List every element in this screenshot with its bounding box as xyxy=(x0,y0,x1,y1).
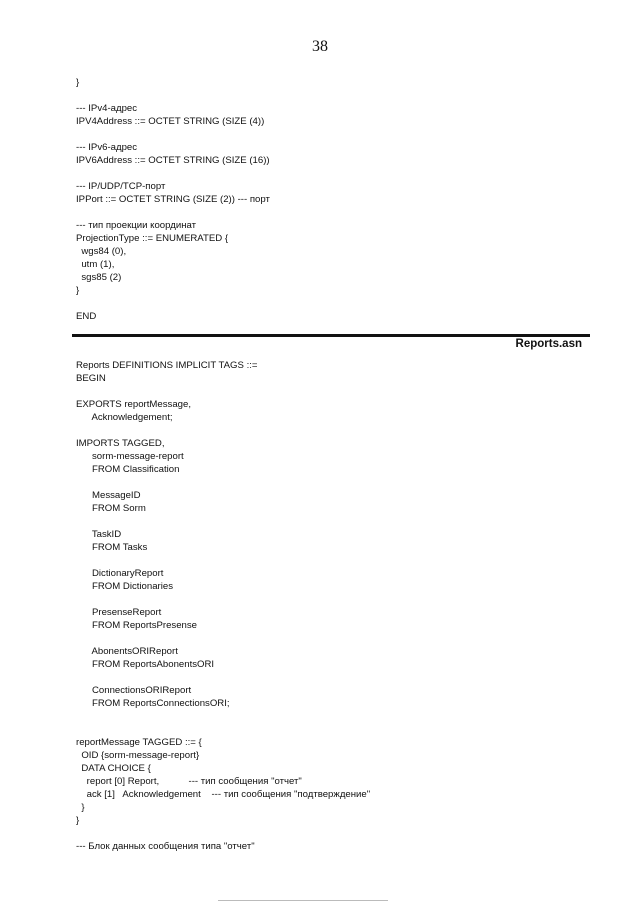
code-line: IMPORTS TAGGED, xyxy=(76,438,165,449)
code-line: wgs84 (0), xyxy=(76,246,127,257)
code-line: reportMessage TAGGED ::= { xyxy=(76,737,202,748)
scan-bottom-edge xyxy=(218,900,388,901)
code-line: Acknowledgement; xyxy=(76,412,173,423)
code-line: ack [1] Acknowledgement --- тип сообщения "подтверждение" xyxy=(76,789,371,800)
code-line: FROM ReportsAbonentsORI xyxy=(76,659,215,670)
code-line: DATA CHOICE { xyxy=(76,763,151,774)
code-line: EXPORTS reportMessage, xyxy=(76,399,191,410)
code-line: END xyxy=(76,311,97,322)
code-line: IPV4Address ::= OCTET STRING (SIZE (4)) xyxy=(76,116,265,127)
code-line: FROM Sorm xyxy=(76,503,146,514)
code-line: --- IPv6-адрес xyxy=(76,142,138,153)
code-line: BEGIN xyxy=(76,373,106,384)
code-line: OID {sorm-message-report} xyxy=(76,750,200,761)
code-line: } xyxy=(76,77,80,88)
code-line: IPPort ::= OCTET STRING (SIZE (2)) --- порт xyxy=(76,194,270,205)
code-line: FROM Dictionaries xyxy=(76,581,174,592)
code-line: FROM Classification xyxy=(76,464,180,475)
code-line: --- IPv4-адрес xyxy=(76,103,138,114)
code-line: } xyxy=(76,802,85,813)
code-line: --- Блок данных сообщения типа "отчет" xyxy=(76,841,255,852)
section-rule xyxy=(72,334,590,337)
code-line: utm (1), xyxy=(76,259,115,270)
code-line: Reports DEFINITIONS IMPLICIT TAGS ::= xyxy=(76,360,258,371)
code-line: } xyxy=(76,815,80,826)
code-line: FROM Tasks xyxy=(76,542,148,553)
code-line: ConnectionsORIReport xyxy=(76,685,192,696)
code-line: --- IP/UDP/TCP-порт xyxy=(76,181,166,192)
file-title: Reports.asn xyxy=(515,338,582,350)
code-line: TaskID xyxy=(76,529,122,540)
code-line: IPV6Address ::= OCTET STRING (SIZE (16)) xyxy=(76,155,270,166)
page-number: 38 xyxy=(312,38,328,55)
code-line: } xyxy=(76,285,80,296)
code-line: sorm-message-report xyxy=(76,451,184,462)
code-line: FROM ReportsPresense xyxy=(76,620,198,631)
code-line: AbonentsORIReport xyxy=(76,646,178,657)
code-line: PresenseReport xyxy=(76,607,162,618)
code-line: --- тип проекции координат xyxy=(76,220,197,231)
code-line: sgs85 (2) xyxy=(76,272,122,283)
code-line: DictionaryReport xyxy=(76,568,164,579)
code-block-bottom xyxy=(76,359,370,853)
code-line: ProjectionType ::= ENUMERATED { xyxy=(76,233,229,244)
code-line: FROM ReportsConnectionsORI; xyxy=(76,698,230,709)
code-line: report [0] Report, --- тип сообщения "отчет" xyxy=(76,776,302,787)
code-line: MessageID xyxy=(76,490,141,501)
code-block-top xyxy=(76,76,270,323)
